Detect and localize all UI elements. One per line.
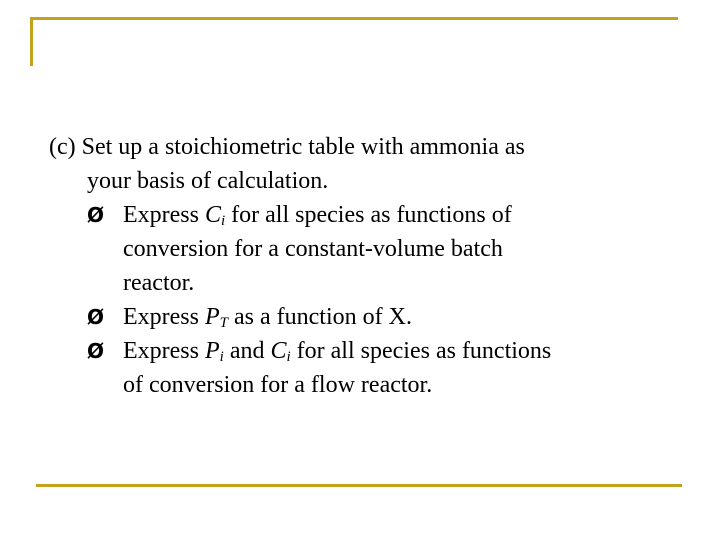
bullet-1-subscript: i bbox=[221, 213, 226, 229]
bullet-1-post: for all species as functions of bbox=[225, 202, 512, 228]
arrow-right-icon: Ø bbox=[87, 203, 105, 227]
bullet-3-cont-1: of conversion for a flow reactor. bbox=[123, 372, 433, 398]
bullet-2-post: as a function of X. bbox=[228, 304, 412, 330]
bullet-2-symbol: P bbox=[204, 304, 220, 330]
bullet-3-symbol-1: P bbox=[204, 338, 220, 364]
bullet-2-subscript: T bbox=[219, 315, 228, 331]
arrow-right-icon: Ø bbox=[87, 305, 105, 329]
bullet-3 bbox=[49, 334, 689, 368]
left-rule bbox=[30, 17, 33, 66]
bullet-3-subscript-1: i bbox=[219, 349, 224, 365]
bullet-3-post: for all species as functions bbox=[290, 338, 552, 364]
bullet-3-symbol-2: C bbox=[270, 338, 287, 364]
intro-line-1: (c) Set up a stoichiometric table with ammonia as bbox=[49, 134, 525, 160]
intro-line-2: your basis of calculation. bbox=[87, 168, 329, 194]
bullet-3-subscript-2: i bbox=[286, 349, 291, 365]
bullet-3-pre: Express bbox=[123, 338, 205, 364]
bullet-1 bbox=[49, 198, 689, 232]
bottom-rule bbox=[36, 484, 682, 487]
bullet-1-cont-2: reactor. bbox=[123, 270, 195, 296]
arrow-right-icon: Ø bbox=[87, 339, 105, 363]
bullet-1-cont-1: conversion for a constant-volume batch bbox=[123, 236, 503, 262]
bullet-3-mid: and bbox=[223, 338, 271, 364]
bullet-1-pre: Express bbox=[123, 202, 205, 228]
bullet-1-symbol: C bbox=[204, 202, 221, 228]
top-rule bbox=[30, 17, 678, 20]
bullet-2-pre: Express bbox=[123, 304, 205, 330]
slide-body bbox=[49, 130, 689, 402]
bullet-2 bbox=[49, 300, 689, 334]
